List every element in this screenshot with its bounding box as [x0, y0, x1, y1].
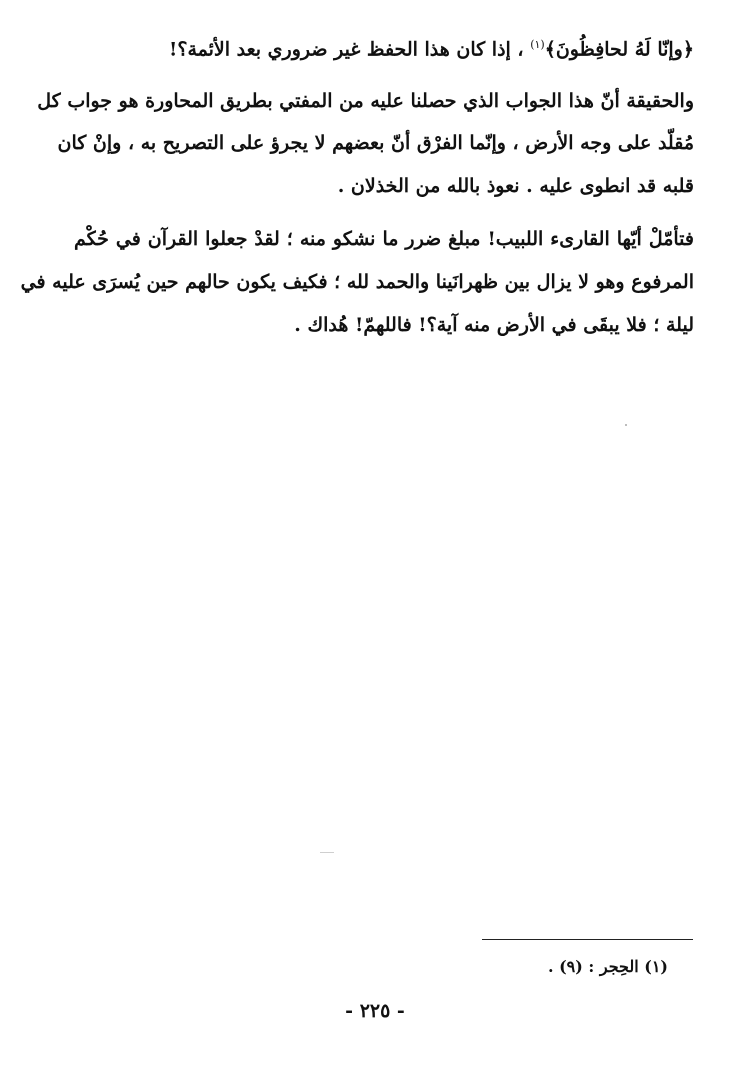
quran-verse: ﴿وإنّا لَهُ لحافِظُونَ﴾ [544, 38, 694, 61]
paragraph-2-line-3: قلبه قد انطوى عليه . نعوذ بالله من الخذلان . [337, 175, 694, 197]
paragraph-1-text: ، إذا كان هذا الحفظ غير ضروري بعد الأئمة؟! [169, 38, 524, 61]
paragraph-2-line-1: والحقيقة أنّ هذا الجواب الذي حصلنا عليه من المفتي بطريق المحاورة هو جواب كل [37, 90, 694, 112]
paragraph-1-line-1 [74, 30, 694, 64]
paragraph-3-line-2: المرفوع وهو لا يزال بين ظهرانَينا والحمد لله ؛ فكيف يكون حالهم حين يُسرَى عليه في [20, 271, 694, 293]
scan-speck [625, 424, 627, 426]
footnote-separator [482, 939, 693, 940]
paragraph-3-line-3: ليلة ؛ فلا يبقَى في الأرض منه آية؟! فاللهمّ! هُداك . [294, 314, 694, 336]
page-number: - ٢٢٥ - [345, 1000, 405, 1022]
footnote-reference: (١) [530, 38, 545, 51]
scan-speck [320, 852, 334, 853]
paragraph-2-line-2: مُقلّد على وجه الأرض ، وإنّما الفرْق أنّ بعضهم لا يجرؤ على التصريح به ، وإنْ كان [57, 132, 694, 154]
paragraph-3-line-1: فتأمّلْ أيّها القارىء اللبيب! مبلغ ضرر ما نشكو منه ؛ لقدْ جعلوا القرآن في حُكْم [74, 228, 694, 250]
footnote: (١) الحِجر : (٩) . [547, 957, 668, 976]
